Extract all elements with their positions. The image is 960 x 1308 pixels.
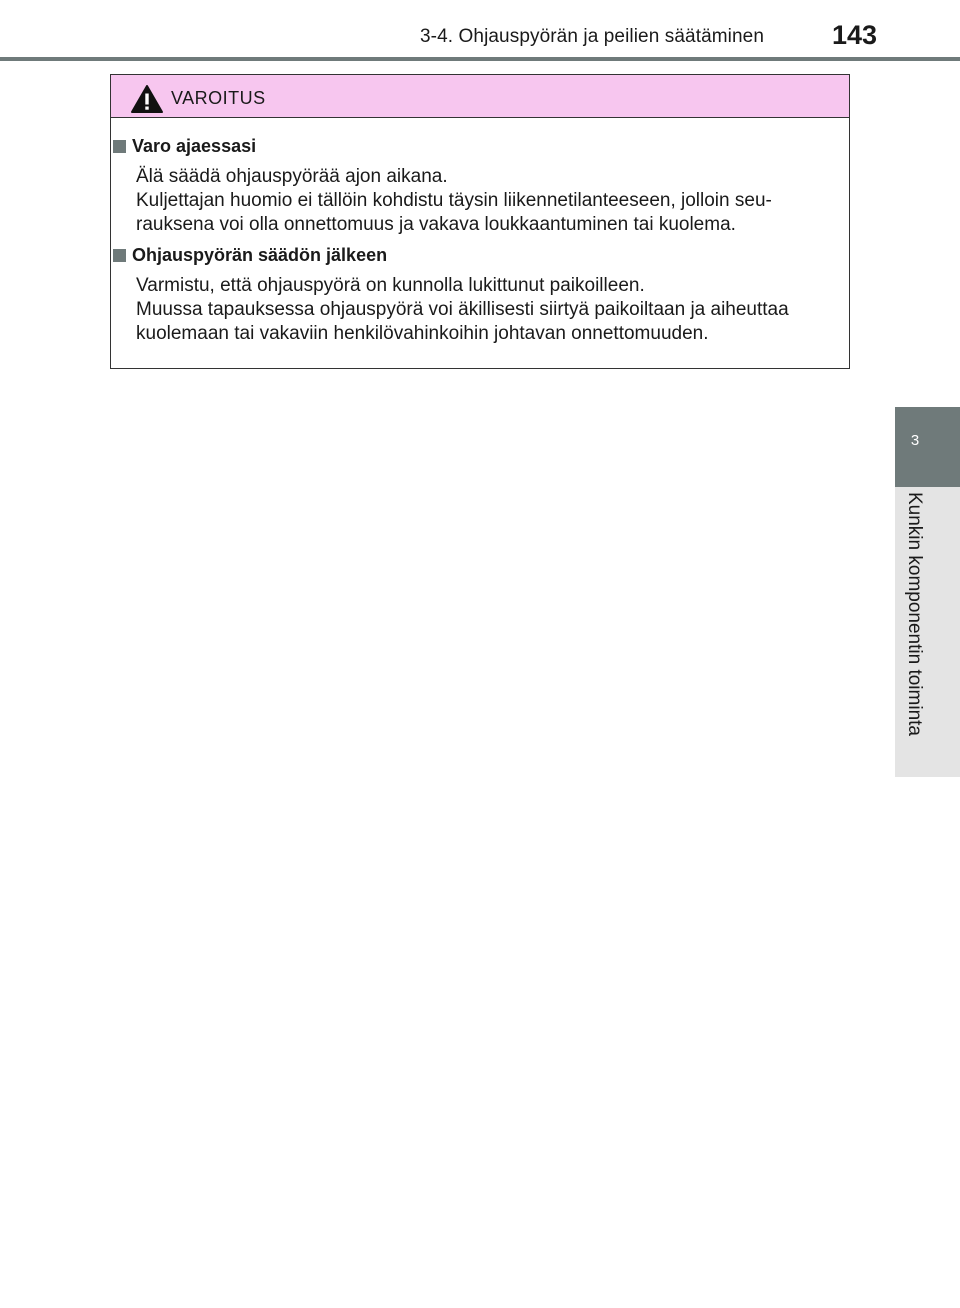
warning-title: VAROITUS [171,88,266,108]
warning-header [111,75,849,118]
body-line: Varmistu, että ohjauspyörä on kunnolla lukittunut paikoilleen. [136,275,645,296]
body-line: Kuljettajan huomio ei tällöin kohdistu täysin liikennetilanteeseen, jolloin seu- [136,190,772,211]
warning-triangle-icon [130,84,164,114]
bullet-square-icon [113,249,126,262]
bullet-square-icon [113,140,126,153]
header-rule [0,57,960,61]
body-line: Älä säädä ohjauspyörää ajon aikana. [136,166,448,187]
body-line: rauksena voi olla onnettomuus ja vakava loukkaantuminen tai kuolema. [136,214,736,235]
section-title: 3-4. Ohjauspyörän ja peilien säätäminen [420,26,764,47]
section-heading-text: Varo ajaessasi [132,136,257,156]
chapter-title: Kunkin komponentin toiminta [904,492,925,736]
body-line: kuolemaan tai vakaviin henkilövahinkoihin johtavan onnettomuuden. [136,323,709,344]
section-heading-text: Ohjauspyörän säädön jälkeen [132,245,388,265]
body-line: Muussa tapauksessa ohjauspyörä voi äkillisesti siirtyä paikoiltaan ja aiheuttaa [136,299,789,320]
page-number: 143 [832,20,878,50]
section-heading [113,245,387,266]
section-heading [113,136,256,157]
chapter-number: 3 [910,432,920,449]
warning-box [110,74,850,369]
